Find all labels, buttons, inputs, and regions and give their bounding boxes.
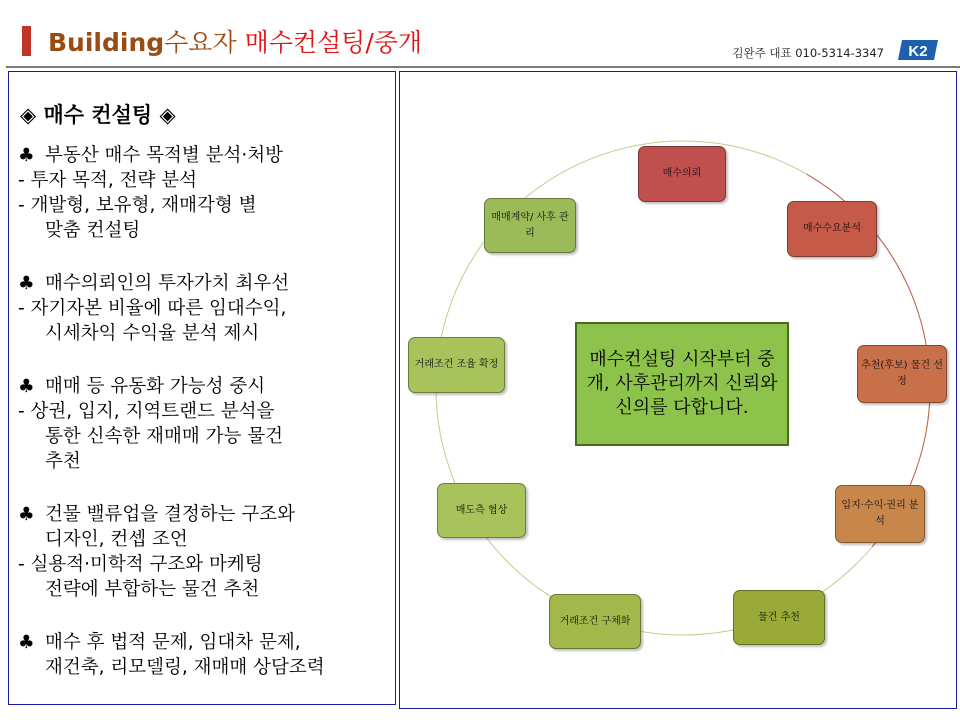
process-node-label: 매도측 협상 — [455, 504, 508, 516]
process-node — [437, 483, 526, 538]
bullet-text: 추천 — [45, 451, 81, 472]
center-message: 매수컨설팅 시작부터 중개, 사후관리까지 신뢰와 신의를 다합니다. — [575, 322, 789, 446]
process-node-label: 추천(후보) 물건 선정 — [861, 360, 943, 387]
process-node — [484, 198, 576, 253]
process-node — [638, 146, 726, 202]
bullet-text: 부동산 매수 목적별 분석·처방 — [45, 145, 283, 166]
process-node-label: 물건 추천 — [758, 611, 800, 623]
bullet-text: 건물 밸류업을 결정하는 구조와 — [45, 504, 295, 525]
title-customer: 수요자 — [164, 28, 245, 57]
bullet-text: - 상권, 입지, 지역트랜드 분석을 — [18, 401, 275, 422]
process-node-label: 입지·수익·권리 분석 — [841, 500, 919, 527]
process-node-label: 매매계약/ 사후 관리 — [491, 211, 569, 239]
process-node-label: 거래조건 조율 확정 — [414, 359, 499, 370]
club-icon: ♣ — [18, 273, 35, 294]
bullet-text: 시세차익 수익율 분석 제시 — [45, 323, 260, 344]
bullet-text: 맞춤 컨설팅 — [45, 220, 141, 241]
bullet-text: - 개발형, 보유형, 재매각형 별 — [18, 195, 257, 216]
bullet-text: - 실용적·미학적 구조와 마케팅 — [18, 554, 263, 575]
process-node — [835, 485, 925, 543]
process-node — [787, 201, 877, 257]
contact-info: 김완주 대표 010-5314-3347 — [732, 46, 884, 60]
bullet-text: 재건축, 리모델링, 재매매 상담조력 — [45, 657, 325, 678]
process-node — [549, 594, 641, 649]
process-node-label: 매수의뢰 — [662, 168, 702, 179]
title-service: 매수컨설팅/중개 — [244, 28, 423, 57]
bullet-text: - 자기자본 비율에 따른 임대수익, — [18, 298, 287, 319]
club-icon: ♣ — [18, 632, 35, 653]
bullet-text: - 투자 목적, 전략 분석 — [18, 170, 198, 191]
bullet-text: 전략에 부합하는 물건 추천 — [45, 579, 260, 600]
club-icon: ♣ — [18, 376, 35, 397]
process-node — [733, 590, 825, 645]
club-icon: ♣ — [18, 145, 35, 166]
process-node-label: 거래조건 구체화 — [559, 615, 631, 627]
bullet-text: 매수의뢰인의 투자가치 최우선 — [45, 273, 290, 294]
process-node — [857, 345, 947, 403]
logo-text: K2 — [908, 43, 928, 60]
process-node — [408, 337, 505, 393]
club-icon: ♣ — [18, 504, 35, 525]
section-heading: ◈ 매수 컨설팅 ◈ — [20, 103, 176, 127]
process-node-label: 매수수요분석 — [803, 223, 861, 234]
bullet-text: 통한 신속한 재매매 가능 물건 — [45, 426, 283, 447]
bullet-text: 디자인, 컨셉 조언 — [45, 529, 188, 550]
bullet-text: 매수 후 법적 문제, 임대차 문제, — [45, 632, 301, 653]
title-building: Building — [48, 28, 165, 57]
bullet-text: 매매 등 유동화 가능성 중시 — [45, 376, 266, 397]
